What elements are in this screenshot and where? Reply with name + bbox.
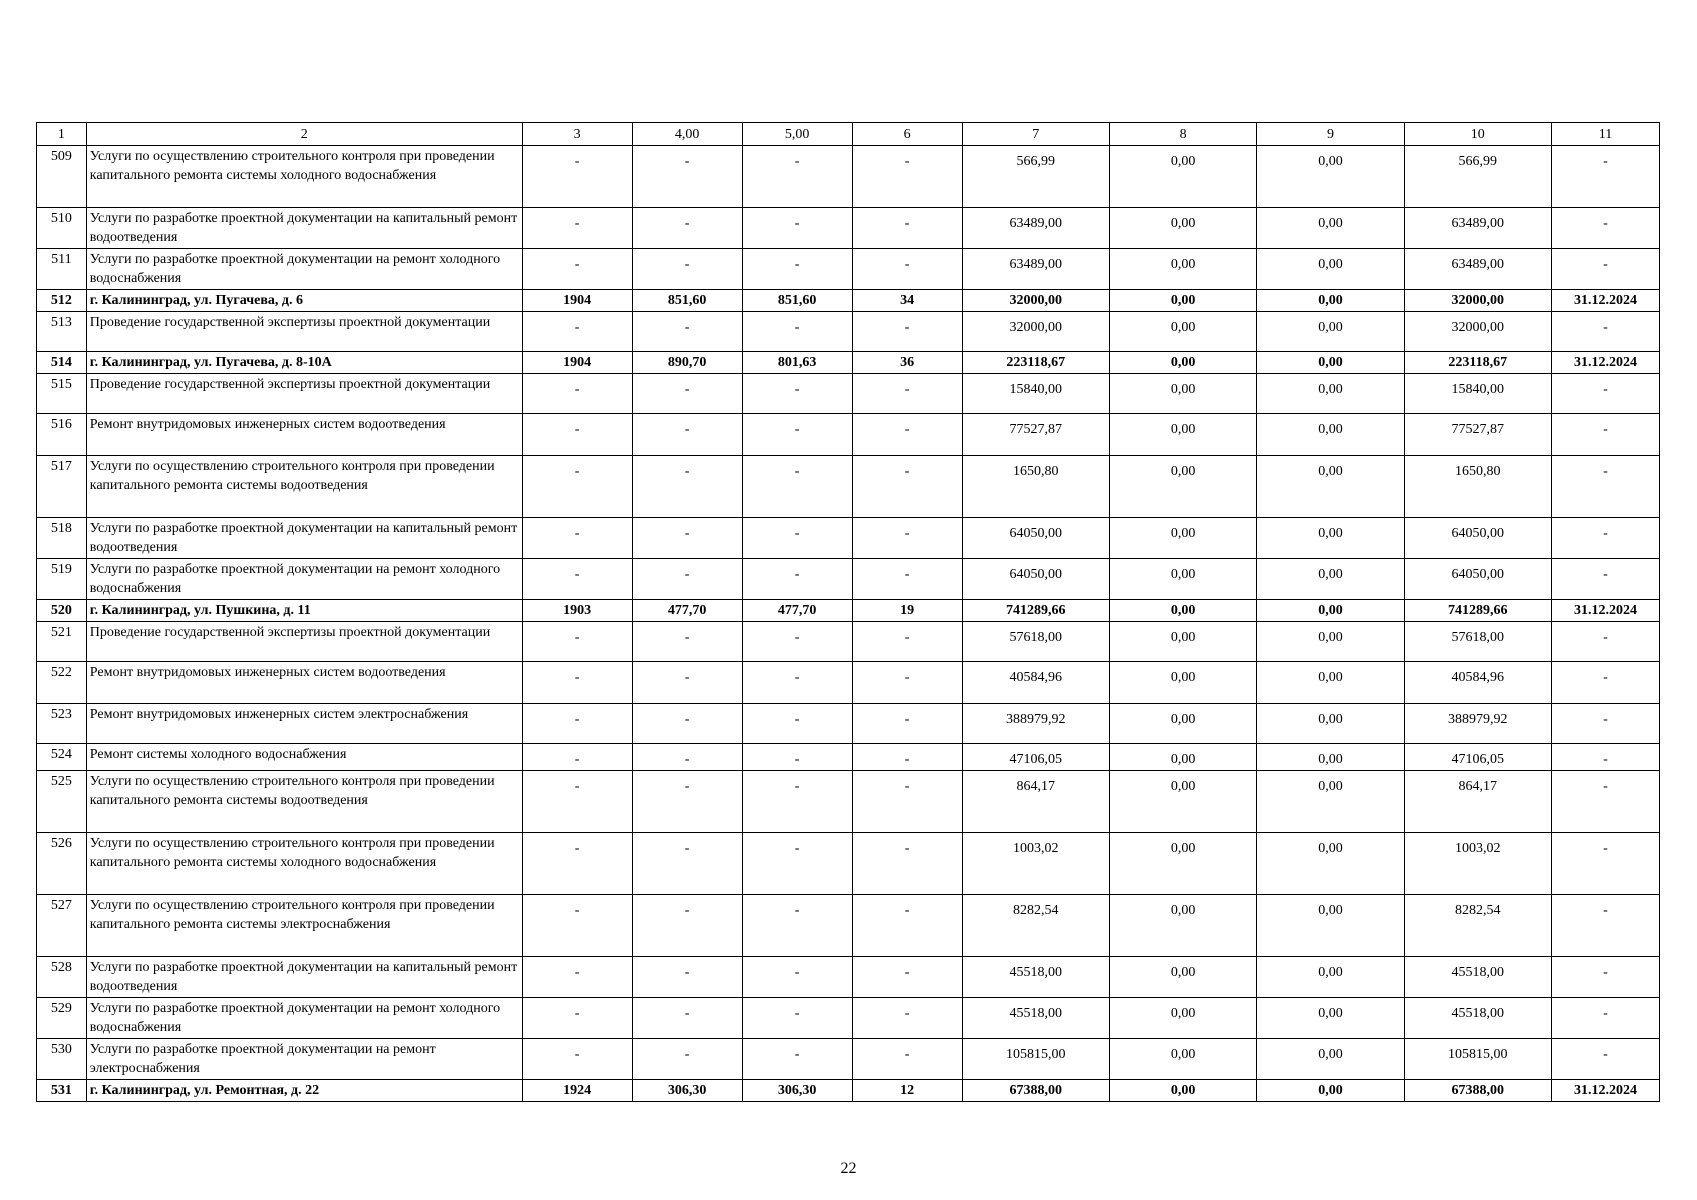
living-area-cell: - [742,456,852,518]
column-number-cell: 7 [962,123,1109,146]
living-area-cell: 851,60 [742,290,852,312]
owner-funds-cell: 223118,67 [1404,352,1551,374]
federal-funds-cell: 0,00 [1109,312,1256,352]
column-number-header-row [37,123,1660,146]
living-area-cell: - [742,704,852,744]
work-description-cell: Услуги по разработке проектной документации на ремонт холодного водоснабжения [86,998,522,1039]
total-area-cell: - [632,704,742,744]
residents-count-cell: - [852,518,962,559]
living-area-cell: 801,63 [742,352,852,374]
work-description-cell: г. Калининград, ул. Пушкина, д. 11 [86,600,522,622]
work-description-cell: Услуги по разработке проектной документации на ремонт холодного водоснабжения [86,559,522,600]
total-cost-cell: 1003,02 [962,833,1109,895]
regional-funds-cell: 0,00 [1257,744,1404,771]
federal-funds-cell: 0,00 [1109,518,1256,559]
owner-funds-cell: 15840,00 [1404,374,1551,414]
completion-date-cell: - [1551,456,1659,518]
regional-funds-cell: 0,00 [1257,704,1404,744]
row-number-cell: 531 [37,1080,87,1102]
residents-count-cell: - [852,622,962,662]
row-number-cell: 520 [37,600,87,622]
completion-date-cell: - [1551,744,1659,771]
regional-funds-cell: 0,00 [1257,208,1404,249]
row-number-cell: 523 [37,704,87,744]
total-cost-cell: 1650,80 [962,456,1109,518]
regional-funds-cell: 0,00 [1257,833,1404,895]
column-number-cell: 10 [1404,123,1551,146]
completion-date-cell: - [1551,622,1659,662]
completion-date-cell: - [1551,146,1659,208]
residents-count-cell: - [852,312,962,352]
federal-funds-cell: 0,00 [1109,957,1256,998]
residents-count-cell: 34 [852,290,962,312]
residents-count-cell: - [852,456,962,518]
owner-funds-cell: 388979,92 [1404,704,1551,744]
total-cost-cell: 105815,00 [962,1039,1109,1080]
total-cost-cell: 77527,87 [962,414,1109,456]
total-cost-cell: 741289,66 [962,600,1109,622]
column-number-cell: 4,00 [632,123,742,146]
owner-funds-cell: 105815,00 [1404,1039,1551,1080]
living-area-cell: - [742,208,852,249]
living-area-cell: - [742,833,852,895]
row-number-cell: 525 [37,771,87,833]
residents-count-cell: - [852,1039,962,1080]
total-area-cell: - [632,998,742,1039]
row-number-cell: 511 [37,249,87,290]
completion-date-cell: - [1551,312,1659,352]
living-area-cell: - [742,771,852,833]
owner-funds-cell: 67388,00 [1404,1080,1551,1102]
year-built-cell: - [522,662,632,704]
federal-funds-cell: 0,00 [1109,833,1256,895]
address-row [37,600,1660,622]
row-number-cell: 515 [37,374,87,414]
living-area-cell: - [742,146,852,208]
residents-count-cell: - [852,998,962,1039]
total-cost-cell: 45518,00 [962,957,1109,998]
year-built-cell: - [522,559,632,600]
federal-funds-cell: 0,00 [1109,662,1256,704]
regional-funds-cell: 0,00 [1257,312,1404,352]
owner-funds-cell: 32000,00 [1404,290,1551,312]
regional-funds-cell: 0,00 [1257,957,1404,998]
work-row [37,249,1660,290]
year-built-cell: - [522,456,632,518]
year-built-cell: - [522,895,632,957]
year-built-cell: - [522,312,632,352]
completion-date-cell: - [1551,957,1659,998]
year-built-cell: - [522,374,632,414]
residents-count-cell: 19 [852,600,962,622]
owner-funds-cell: 63489,00 [1404,208,1551,249]
federal-funds-cell: 0,00 [1109,1080,1256,1102]
living-area-cell: - [742,374,852,414]
regional-funds-cell: 0,00 [1257,998,1404,1039]
year-built-cell: 1904 [522,352,632,374]
table-body [37,123,1660,1102]
total-area-cell: - [632,414,742,456]
completion-date-cell: 31.12.2024 [1551,1080,1659,1102]
work-description-cell: Услуги по осуществлению строительного контроля при проведении капитального ремонта системы холодного водоснабжения [86,833,522,895]
address-row [37,1080,1660,1102]
year-built-cell: 1904 [522,290,632,312]
work-description-cell: Услуги по разработке проектной документации на ремонт холодного водоснабжения [86,249,522,290]
row-number-cell: 513 [37,312,87,352]
work-description-cell: Услуги по разработке проектной документации на ремонт электроснабжения [86,1039,522,1080]
federal-funds-cell: 0,00 [1109,559,1256,600]
work-description-cell: Ремонт внутридомовых инженерных систем водоотведения [86,662,522,704]
work-description-cell: Услуги по разработке проектной документации на капитальный ремонт водоотведения [86,518,522,559]
work-row [37,704,1660,744]
completion-date-cell: - [1551,895,1659,957]
owner-funds-cell: 864,17 [1404,771,1551,833]
total-cost-cell: 45518,00 [962,998,1109,1039]
owner-funds-cell: 64050,00 [1404,518,1551,559]
residents-count-cell: - [852,833,962,895]
row-number-cell: 510 [37,208,87,249]
federal-funds-cell: 0,00 [1109,374,1256,414]
total-cost-cell: 64050,00 [962,518,1109,559]
owner-funds-cell: 32000,00 [1404,312,1551,352]
total-cost-cell: 32000,00 [962,290,1109,312]
total-area-cell: - [632,249,742,290]
residents-count-cell: - [852,957,962,998]
year-built-cell: - [522,622,632,662]
federal-funds-cell: 0,00 [1109,249,1256,290]
works-table [36,122,1660,1102]
total-area-cell: - [632,208,742,249]
year-built-cell: - [522,249,632,290]
living-area-cell: - [742,957,852,998]
federal-funds-cell: 0,00 [1109,744,1256,771]
row-number-cell: 522 [37,662,87,704]
work-description-cell: Ремонт внутридомовых инженерных систем электроснабжения [86,704,522,744]
work-description-cell: Проведение государственной экспертизы проектной документации [86,622,522,662]
year-built-cell: - [522,957,632,998]
completion-date-cell: - [1551,1039,1659,1080]
row-number-cell: 509 [37,146,87,208]
total-area-cell: 477,70 [632,600,742,622]
owner-funds-cell: 63489,00 [1404,249,1551,290]
year-built-cell: - [522,1039,632,1080]
year-built-cell: - [522,998,632,1039]
column-number-cell: 2 [86,123,522,146]
completion-date-cell: - [1551,662,1659,704]
total-area-cell: - [632,146,742,208]
total-cost-cell: 57618,00 [962,622,1109,662]
completion-date-cell: - [1551,249,1659,290]
column-number-cell: 5,00 [742,123,852,146]
work-description-cell: г. Калининград, ул. Ремонтная, д. 22 [86,1080,522,1102]
work-row [37,622,1660,662]
living-area-cell: - [742,249,852,290]
total-area-cell: - [632,374,742,414]
federal-funds-cell: 0,00 [1109,771,1256,833]
total-area-cell: - [632,895,742,957]
work-row [37,744,1660,771]
work-row [37,998,1660,1039]
federal-funds-cell: 0,00 [1109,208,1256,249]
regional-funds-cell: 0,00 [1257,600,1404,622]
federal-funds-cell: 0,00 [1109,600,1256,622]
column-number-cell: 6 [852,123,962,146]
residents-count-cell: - [852,771,962,833]
year-built-cell: - [522,833,632,895]
completion-date-cell: - [1551,414,1659,456]
regional-funds-cell: 0,00 [1257,771,1404,833]
owner-funds-cell: 47106,05 [1404,744,1551,771]
living-area-cell: - [742,744,852,771]
year-built-cell: - [522,771,632,833]
total-cost-cell: 864,17 [962,771,1109,833]
living-area-cell: - [742,1039,852,1080]
total-area-cell: - [632,622,742,662]
living-area-cell: 306,30 [742,1080,852,1102]
total-cost-cell: 63489,00 [962,249,1109,290]
federal-funds-cell: 0,00 [1109,456,1256,518]
completion-date-cell: - [1551,374,1659,414]
work-description-cell: Проведение государственной экспертизы проектной документации [86,312,522,352]
completion-date-cell: - [1551,559,1659,600]
work-row [37,833,1660,895]
work-row [37,146,1660,208]
living-area-cell: - [742,662,852,704]
work-description-cell: Услуги по разработке проектной документации на капитальный ремонт водоотведения [86,208,522,249]
residents-count-cell: - [852,559,962,600]
total-cost-cell: 223118,67 [962,352,1109,374]
regional-funds-cell: 0,00 [1257,414,1404,456]
work-row [37,208,1660,249]
owner-funds-cell: 57618,00 [1404,622,1551,662]
total-cost-cell: 63489,00 [962,208,1109,249]
work-row [37,895,1660,957]
residents-count-cell: 36 [852,352,962,374]
year-built-cell: - [522,208,632,249]
column-number-cell: 3 [522,123,632,146]
living-area-cell: - [742,414,852,456]
total-area-cell: - [632,744,742,771]
regional-funds-cell: 0,00 [1257,1039,1404,1080]
completion-date-cell: - [1551,833,1659,895]
federal-funds-cell: 0,00 [1109,622,1256,662]
column-number-cell: 8 [1109,123,1256,146]
row-number-cell: 519 [37,559,87,600]
living-area-cell: - [742,622,852,662]
federal-funds-cell: 0,00 [1109,414,1256,456]
residents-count-cell: - [852,744,962,771]
work-description-cell: Услуги по осуществлению строительного контроля при проведении капитального ремонта системы водоотведения [86,456,522,518]
work-row [37,374,1660,414]
federal-funds-cell: 0,00 [1109,1039,1256,1080]
work-description-cell: г. Калининград, ул. Пугачева, д. 6 [86,290,522,312]
living-area-cell: - [742,518,852,559]
row-number-cell: 516 [37,414,87,456]
works-table-sheet [36,122,1660,1102]
work-row [37,771,1660,833]
owner-funds-cell: 1003,02 [1404,833,1551,895]
year-built-cell: - [522,704,632,744]
residents-count-cell: - [852,208,962,249]
total-area-cell: - [632,559,742,600]
living-area-cell: - [742,998,852,1039]
row-number-cell: 512 [37,290,87,312]
year-built-cell: - [522,518,632,559]
regional-funds-cell: 0,00 [1257,456,1404,518]
owner-funds-cell: 40584,96 [1404,662,1551,704]
total-cost-cell: 15840,00 [962,374,1109,414]
owner-funds-cell: 64050,00 [1404,559,1551,600]
work-description-cell: Ремонт внутридомовых инженерных систем водоотведения [86,414,522,456]
row-number-cell: 524 [37,744,87,771]
total-cost-cell: 40584,96 [962,662,1109,704]
address-row [37,290,1660,312]
row-number-cell: 526 [37,833,87,895]
regional-funds-cell: 0,00 [1257,662,1404,704]
completion-date-cell: - [1551,704,1659,744]
federal-funds-cell: 0,00 [1109,352,1256,374]
total-area-cell: - [632,771,742,833]
column-number-cell: 11 [1551,123,1659,146]
year-built-cell: - [522,146,632,208]
total-cost-cell: 32000,00 [962,312,1109,352]
work-row [37,456,1660,518]
total-cost-cell: 8282,54 [962,895,1109,957]
year-built-cell: 1924 [522,1080,632,1102]
completion-date-cell: - [1551,208,1659,249]
total-area-cell: - [632,957,742,998]
work-description-cell: Услуги по разработке проектной документации на капитальный ремонт водоотведения [86,957,522,998]
owner-funds-cell: 77527,87 [1404,414,1551,456]
work-description-cell: Услуги по осуществлению строительного контроля при проведении капитального ремонта системы холодного водоснабжения [86,146,522,208]
row-number-cell: 518 [37,518,87,559]
total-area-cell: - [632,456,742,518]
total-cost-cell: 64050,00 [962,559,1109,600]
total-area-cell: - [632,312,742,352]
owner-funds-cell: 8282,54 [1404,895,1551,957]
completion-date-cell: 31.12.2024 [1551,290,1659,312]
row-number-cell: 514 [37,352,87,374]
total-area-cell: 890,70 [632,352,742,374]
living-area-cell: 477,70 [742,600,852,622]
work-description-cell: Услуги по осуществлению строительного контроля при проведении капитального ремонта системы электроснабжения [86,895,522,957]
row-number-cell: 528 [37,957,87,998]
column-number-cell: 9 [1257,123,1404,146]
regional-funds-cell: 0,00 [1257,1080,1404,1102]
year-built-cell: - [522,414,632,456]
work-description-cell: Услуги по осуществлению строительного контроля при проведении капитального ремонта системы водоотведения [86,771,522,833]
regional-funds-cell: 0,00 [1257,374,1404,414]
total-cost-cell: 67388,00 [962,1080,1109,1102]
residents-count-cell: - [852,249,962,290]
total-cost-cell: 47106,05 [962,744,1109,771]
federal-funds-cell: 0,00 [1109,146,1256,208]
page-number: 22 [840,1160,857,1177]
row-number-cell: 521 [37,622,87,662]
residents-count-cell: - [852,146,962,208]
living-area-cell: - [742,895,852,957]
completion-date-cell: - [1551,771,1659,833]
total-area-cell: 851,60 [632,290,742,312]
work-description-cell: г. Калининград, ул. Пугачева, д. 8-10А [86,352,522,374]
year-built-cell: - [522,744,632,771]
federal-funds-cell: 0,00 [1109,290,1256,312]
work-row [37,662,1660,704]
regional-funds-cell: 0,00 [1257,518,1404,559]
federal-funds-cell: 0,00 [1109,895,1256,957]
living-area-cell: - [742,559,852,600]
total-area-cell: - [632,662,742,704]
completion-date-cell: - [1551,998,1659,1039]
row-number-cell: 517 [37,456,87,518]
regional-funds-cell: 0,00 [1257,559,1404,600]
row-number-cell: 530 [37,1039,87,1080]
total-area-cell: - [632,1039,742,1080]
completion-date-cell: - [1551,518,1659,559]
completion-date-cell: 31.12.2024 [1551,352,1659,374]
total-area-cell: - [632,833,742,895]
work-row [37,518,1660,559]
regional-funds-cell: 0,00 [1257,290,1404,312]
total-area-cell: 306,30 [632,1080,742,1102]
federal-funds-cell: 0,00 [1109,704,1256,744]
owner-funds-cell: 1650,80 [1404,456,1551,518]
residents-count-cell: - [852,704,962,744]
work-row [37,559,1660,600]
work-row [37,1039,1660,1080]
owner-funds-cell: 566,99 [1404,146,1551,208]
work-description-cell: Проведение государственной экспертизы проектной документации [86,374,522,414]
row-number-cell: 529 [37,998,87,1039]
regional-funds-cell: 0,00 [1257,146,1404,208]
residents-count-cell: - [852,374,962,414]
row-number-cell: 527 [37,895,87,957]
year-built-cell: 1903 [522,600,632,622]
total-cost-cell: 566,99 [962,146,1109,208]
federal-funds-cell: 0,00 [1109,998,1256,1039]
owner-funds-cell: 45518,00 [1404,998,1551,1039]
work-row [37,414,1660,456]
residents-count-cell: 12 [852,1080,962,1102]
regional-funds-cell: 0,00 [1257,622,1404,662]
regional-funds-cell: 0,00 [1257,352,1404,374]
column-number-cell: 1 [37,123,87,146]
total-cost-cell: 388979,92 [962,704,1109,744]
completion-date-cell: 31.12.2024 [1551,600,1659,622]
work-row [37,957,1660,998]
residents-count-cell: - [852,895,962,957]
address-row [37,352,1660,374]
total-area-cell: - [632,518,742,559]
work-description-cell: Ремонт системы холодного водоснабжения [86,744,522,771]
regional-funds-cell: 0,00 [1257,895,1404,957]
living-area-cell: - [742,312,852,352]
residents-count-cell: - [852,662,962,704]
work-row [37,312,1660,352]
residents-count-cell: - [852,414,962,456]
owner-funds-cell: 741289,66 [1404,600,1551,622]
owner-funds-cell: 45518,00 [1404,957,1551,998]
regional-funds-cell: 0,00 [1257,249,1404,290]
